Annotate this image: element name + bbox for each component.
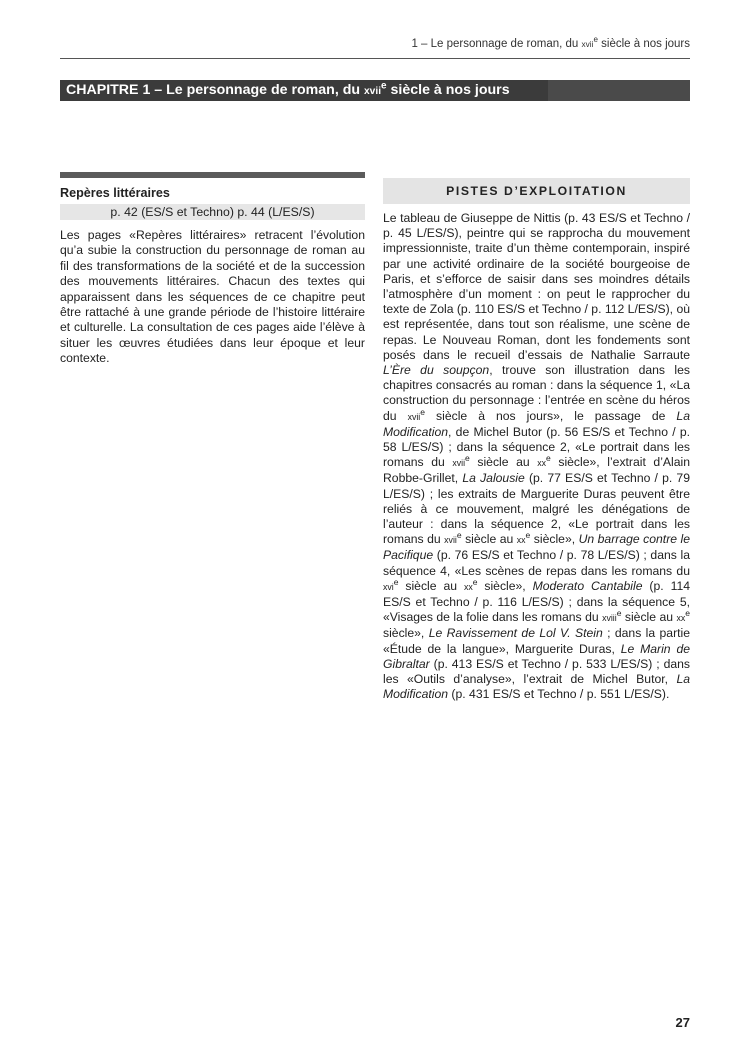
pistes-heading: PISTES D’EXPLOITATION xyxy=(383,178,690,204)
chapter-title-bar xyxy=(60,80,690,101)
chapter-title: CHAPITRE 1 – Le personnage de roman, du xvii$^e$ siècle à nos jours xyxy=(60,80,548,101)
section-paragraph: Les pages «Repères littéraires» retracent l’évolution qu’a subie la construction du personnage de roman au fil des transformations de la société et de la succession des mouvements littéraires. Chacun des textes qui apparaissent dans les séquences de ce chapitre peut être rattaché à une grande période de l’histoire littéraire et culturelle. La consultation de ces pages aide l’élève à situer les œuvres étudiées dans leur époque et leur contexte. xyxy=(60,228,365,366)
header-rule xyxy=(60,58,690,59)
page-number: 27 xyxy=(675,1015,690,1030)
section-title: Repères littéraires xyxy=(60,186,170,200)
pistes-section xyxy=(383,178,690,703)
reperes-section xyxy=(60,172,365,367)
section-rule xyxy=(60,172,365,178)
running-head: 1 – Le personnage de roman, du xvii$^e$ siècle à nos jours xyxy=(411,35,690,50)
page-reference: p. 42 (ES/S et Techno) p. 44 (L/ES/S) xyxy=(60,204,365,220)
pistes-paragraph: Le tableau de Giuseppe de Nittis (p. 43 ES/S et Techno / p. 45 L/ES/S), peintre qui se rapprocha du mouvement impressionniste, traite d’un thème contemporain, inspiré par une activité ordinaire de la société bourgeoise de Paris, et s’efforce de saisir dans ses moindres détails l’atmosphère d’un moment : on peut le rapprocher du texte de Zola (p. 110 ES/S et Techno / p. 112 L/ES/S), où est représentée, dans tout son réalisme, une scène de repas. Le Nouveau Roman, dont les fondements sont posés dans le recueil d’essais de Nathalie Sarraute L’Ère du soupçon, trouve son illustration dans les chapitres consacrés au roman : dans la séquence 1, «La construction du personnage : l’entrée en scène du héros du xvii$^e$ siècle à nos jours», le passage de La Modification, de Michel Butor (p. 56 ES/S et Techno / p. 58 L/ES/S) ; dans la séquence 2, «Le portrait dans les romans du xvii$^e$ siècle au $xx^e$ siècle», l’extrait d’Alain Robbe-Grillet, La Jalousie (p. 77 ES/S et Techno / p. 79 L/ES/S) ; les extraits de Marguerite Duras peuvent être reliés à ce mouvement, malgré les dénégations de l’auteur : dans la séquence 2, «Le portrait dans les romans du xvii$^e$ siècle au $xx^e$ siècle», Un barrage contre le Pacifique (p. 76 ES/S et Techno / p. 78 L/ES/S) ; dans la séquence 4, «Les scènes de repas dans les romans du xvi$^e$ siècle au $xx^e$ siècle», Moderato Cantabile (p. 114 ES/S et Techno / p. 116 L/ES/S) ; dans la séquence 5, «Visages de la folie dans les romans du xviii$^e$ siècle au $xx^e$ siècle», Le Ravissement de Lol V. Stein ; dans la partie «Étude de la langue», Marguerite Duras, Le Marin de Gibraltar (p. 413 ES/S et Techno / p. 533 L/ES/S) ; dans les «Outils d’analyse», l’extrait de Michel Butor, La Modification (p. 431 ES/S et Techno / p. 551 L/ES/S). xyxy=(383,211,691,702)
